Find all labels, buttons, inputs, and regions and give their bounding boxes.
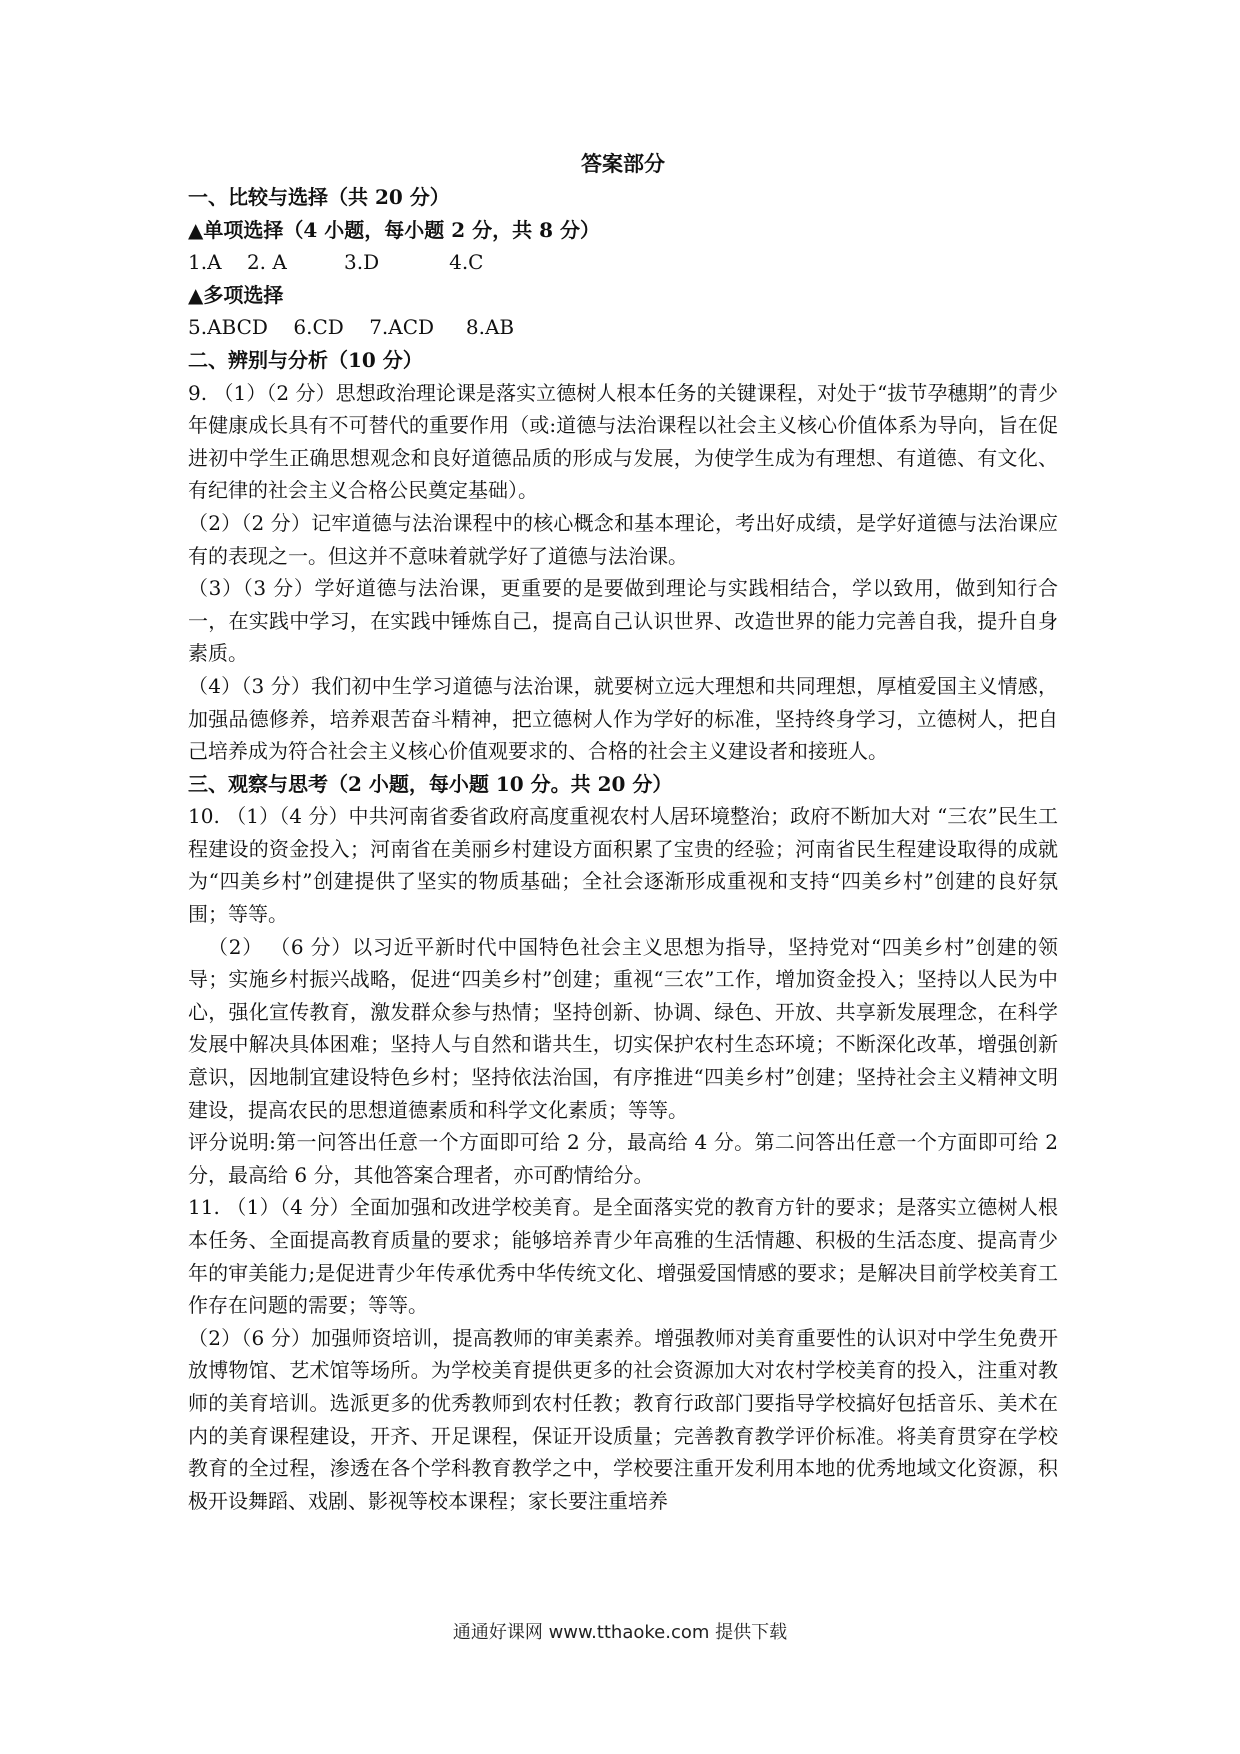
section-3-heading: 三、观察与思考（2 小题，每小题 10 分。共 20 分） xyxy=(188,771,673,796)
multi-choice-answers: 5.ABCD 6.CD 7.ACD 8.AB xyxy=(188,315,515,340)
q9-part3: （3）（3 分）学好道德与法治课，更重要的是要做到理论与实践相结合，学以致用，做到知行合一，在实践中学习，在实践中锤炼自己，提高自己认识世界、改造世界的能力完善自我，提升自身素质。 xyxy=(188,576,1058,666)
page-footer: 通通好课网 www.tthaoke.com 提供下载 xyxy=(452,1622,788,1643)
q11-part2: （2）（6 分）加强师资培训，提高教师的审美素养。增强教师对美育重要性的认识对中学生免费开放博物馆、艺术馆等场所。为学校美育提供更多的社会资源加大对农村学校美育的投入，注重对教师的美育培训。选派更多的优秀教师到农村任教；教育行政部门要指导学校搞好包括音乐、美术在内的美育课程建设，开齐、开足课程，保证开设质量；完善教育教学评价标准。将美育贯穿在学校教育的全过程，渗透在各个学科教育教学之中，学校要注重开发利用本地的优秀地域文化资源，积极开设舞蹈、戏剧、影视等校本课程；家长要注重培养 xyxy=(188,1325,1058,1513)
section-2-heading: 二、辨别与分析（10 分） xyxy=(188,347,423,372)
multi-choice-heading: ▲多项选择 xyxy=(188,282,284,307)
scoring-note: 评分说明:第一问答出任意一个方面即可给 2 分，最高给 4 分。第二问答出任意一个方面即可给 2 分，最高给 6 分，其他答案合理者，亦可酌情给分。 xyxy=(188,1130,1058,1187)
q11-part1: 11. （1）（4 分）全面加强和改进学校美育。是全面落实党的教育方针的要求；是落实立德树人根本任务、全面提高教育质量的要求；能够培养青少年高雅的生活情趣、积极的生活态度、提高青少年的审美能力;是促进青少年传承优秀中华传统文化、增强爱国情感的要求；是解决目前学校美育工作存在问题的需要；等等。 xyxy=(188,1195,1058,1318)
single-choice-answers: 1.A 2. A 3.D 4.C xyxy=(188,250,484,275)
q10-part2: （2） （6 分）以习近平新时代中国特色社会主义思想为指导，坚持党对“四美乡村”创建的领导；实施乡村振兴战略，促进“四美乡村”创建；重视“三农”工作，增加资金投入；坚持以人民为中心，强化宣传教育，激发群众参与热情；坚持创新、协调、绿色、开放、共享新发展理念，在科学发展中解决具体困难；坚持人与自然和谐共生，切实保护农村生态环境；不断深化改革，增强创新意识，因地制宜建设特色乡村；坚持依法治国，有序推进“四美乡村”创建；坚持社会主义精神文明建设，提高农民的思想道德素质和科学文化素质；等等。 xyxy=(188,934,1058,1122)
q9-part4: （4）（3 分）我们初中生学习道德与法治课，就要树立远大理想和共同理想，厚植爱国主义情感，加强品德修养，培养艰苦奋斗精神，把立德树人作为学好的标准，坚持终身学习，立德树人，把自己培养成为符合社会主义核心价值观要求的、合格的社会主义建设者和接班人。 xyxy=(188,673,1058,764)
document-title: 答案部分 xyxy=(581,151,665,176)
q9-part1: 9. （1）（2 分）思想政治理论课是落实立德树人根本任务的关键课程，对处于“拔节孕穗期”的青少年健康成长具有不可替代的重要作用（或:道德与法治课程以社会主义核心价值体系为导向，旨在促进初中学生正确思想观念和良好道德品质的形成与发展，为使学生成为有理想、有道德、有文化、有纪律的社会主义合格公民奠定基础）。 xyxy=(188,380,1058,503)
q9-part2: （2）（2 分）记牢道德与法治课程中的核心概念和基本理论，考出好成绩，是学好道德与法治课应有的表现之一。但这并不意味着就学好了道德与法治课。 xyxy=(188,510,1058,568)
section-1-heading: 一、比较与选择（共 20 分） xyxy=(188,185,450,209)
q10-part1: 10. （1）（4 分）中共河南省委省政府高度重视农村人居环境整治；政府不断加大对 “三农”民生工程建设的资金投入；河南省在美丽乡村建设方面积累了宝贵的经验；河南省民生程建设取得的成就为“四美乡村”创建提供了坚实的物质基础；全社会逐渐形成重视和支持“四美乡村”创建的良好氛围；等等。 xyxy=(188,804,1058,927)
answer-document xyxy=(188,148,1058,1517)
single-choice-heading: ▲单项选择（4 小题，每小题 2 分，共 8 分） xyxy=(188,217,600,242)
